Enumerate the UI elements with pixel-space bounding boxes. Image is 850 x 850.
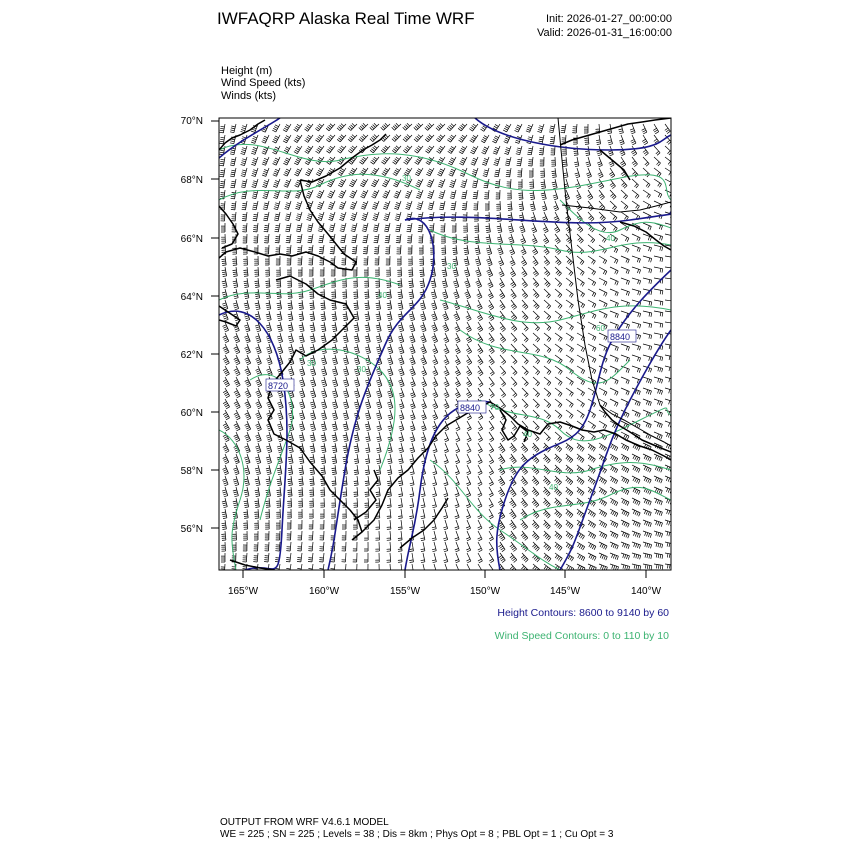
lat-label: 70°N bbox=[180, 116, 203, 127]
height-legend: Height Contours: 8600 to 9140 by 60 bbox=[497, 607, 669, 619]
field-label-height: Height (m) bbox=[221, 65, 273, 77]
wind-contour-label: 30 bbox=[402, 174, 411, 183]
lat-label: 60°N bbox=[180, 408, 203, 419]
lon-label: 150°W bbox=[469, 586, 501, 597]
lat-label: 68°N bbox=[180, 175, 203, 186]
footer-model: OUTPUT FROM WRF V4.6.1 MODEL bbox=[220, 817, 389, 828]
wind-contour-label: 30 bbox=[357, 365, 366, 374]
lon-axis bbox=[243, 570, 646, 578]
wind-legend: Wind Speed Contours: 0 to 110 by 10 bbox=[494, 630, 669, 642]
lat-label: 62°N bbox=[180, 350, 203, 361]
wind-contour-label: 40 bbox=[549, 483, 558, 492]
lat-label: 66°N bbox=[180, 234, 203, 245]
wind-contour-label: 40 bbox=[378, 291, 387, 300]
field-label-wind-speed: Wind Speed (kts) bbox=[221, 77, 306, 89]
wind-contour-label: 60 bbox=[596, 324, 605, 333]
wind-contour-label: 30 bbox=[307, 359, 316, 368]
valid-time: Valid: 2026-01-31_16:00:00 bbox=[537, 27, 672, 39]
wind-contour-label: 40 bbox=[606, 234, 615, 243]
lat-label: 56°N bbox=[180, 524, 203, 535]
lat-axis bbox=[211, 121, 219, 528]
init-time: Init: 2026-01-27_00:00:00 bbox=[546, 13, 672, 25]
lon-label: 145°W bbox=[549, 586, 581, 597]
lon-label: 155°W bbox=[389, 586, 421, 597]
footer-config: WE = 225 ; SN = 225 ; Levels = 38 ; Dis = 8km ; Phys Opt = 8 ; PBL Opt = 1 ; Cu Opt = 3 bbox=[220, 829, 614, 840]
lon-label: 165°W bbox=[227, 586, 259, 597]
lon-label: 160°W bbox=[308, 586, 340, 597]
field-label-winds: Winds (kts) bbox=[221, 90, 276, 102]
borders bbox=[558, 118, 671, 446]
lat-label: 64°N bbox=[180, 292, 203, 303]
wind-contour-label: 70 bbox=[490, 403, 499, 412]
lat-label: 58°N bbox=[180, 466, 203, 477]
lon-label: 140°W bbox=[630, 586, 662, 597]
wind-contour-label: 40 bbox=[523, 430, 532, 439]
height-contour-label: 8840 bbox=[610, 332, 631, 342]
height-contour-label: 8840 bbox=[460, 403, 481, 413]
height-contour-label: 8720 bbox=[268, 381, 289, 391]
wind-contour-label: 30 bbox=[447, 262, 456, 271]
plot-title: IWFAQRP Alaska Real Time WRF bbox=[217, 9, 475, 28]
